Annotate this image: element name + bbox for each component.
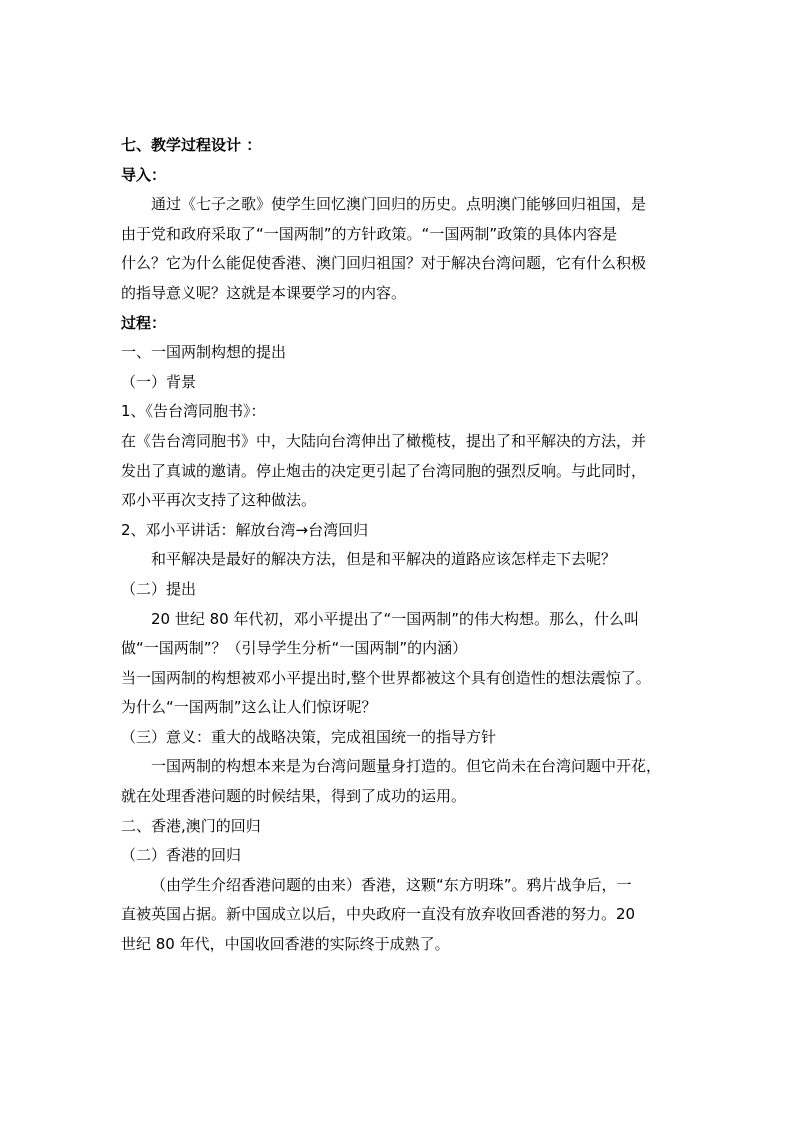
text-line: 1、《告台湾同胞书》： (121, 402, 266, 421)
text-line: 和平解决是最好的解决方法，但是和平解决的道路应该怎样走下去呢？ (151, 550, 617, 569)
text-line: 当一国两制的构想被邓小平提出时,整个世界都被这个具有创造性的想法震惊了。 (121, 668, 651, 687)
text-line: 由于党和政府采取了“一国两制”的方针政策。“一国两制”政策的具体内容是 (121, 224, 618, 243)
text-line: 在《告台湾同胞书》中，大陆向台湾伸出了橄榄枝，提出了和平解决的方法，并 (121, 431, 647, 450)
document-body (121, 131, 681, 960)
text-line: 就在处理香港问题的时候结果，得到了成功的运用。 (121, 787, 467, 806)
text-line: 20 世纪 80 年代初，邓小平提出了“一国两制”的伟大构想。那么，什么叫 (151, 609, 640, 628)
text-line: （由学生介绍香港问题的由来）香港，这颗“东方明珠”。鸦片战争后，一 (151, 875, 632, 894)
section-heading: 导入： (121, 165, 167, 184)
text-line: （二）提出 (121, 579, 197, 598)
text-line: （三）意义：重大的战略决策，完成祖国统一的指导方针 (121, 727, 497, 746)
text-line: 二、香港,澳门的回归 (121, 816, 261, 835)
text-line: （二）香港的回归 (121, 846, 242, 865)
text-line: 为什么“一国两制”这么让人们惊讶呢？ (121, 698, 377, 717)
text-line: 什么？它为什么能促使香港、澳门回归祖国？对于解决台湾问题，它有什么积极 (121, 254, 647, 273)
text-line: 一、一国两制构想的提出 (121, 343, 287, 362)
section-heading: 过程： (121, 313, 167, 332)
text-line: 做“一国两制”？（引导学生分析“一国两制”的内涵） (121, 639, 468, 658)
text-line: 一国两制的构想本来是为台湾问题量身打造的。但它尚未在台湾问题中开花， (151, 757, 662, 776)
text-line: 2、邓小平讲话：解放台湾→台湾回归 (121, 520, 369, 539)
text-line: 通过《七子之歌》使学生回忆澳门回归的历史。点明澳门能够回归祖国，是 (151, 195, 647, 214)
section-heading: 七、教学过程设计 ： (121, 136, 262, 154)
text-line: 直被英国占据。新中国成立以后，中央政府一直没有放弃收回香港的努力。20 (121, 905, 636, 924)
text-line: 发出了真诚的邀请。停止炮击的决定更引起了台湾同胞的强烈反响。与此同时， (121, 461, 647, 480)
text-line: 的指导意义呢？这就是本课要学习的内容。 (121, 283, 407, 302)
text-line: 世纪 80 年代，中国收回香港的实际终于成熟了。 (121, 935, 450, 954)
text-line: 邓小平再次支持了这种做法。 (121, 491, 317, 510)
text-line: （一）背景 (121, 372, 197, 391)
